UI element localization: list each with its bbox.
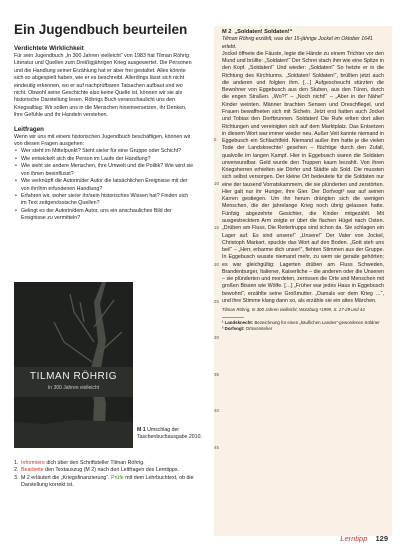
task-item <box>14 475 200 490</box>
line-number: 10 <box>214 181 219 186</box>
line-number: 15 <box>214 225 219 230</box>
task-operator: Informiere <box>21 460 45 466</box>
line-number: 5 <box>214 137 217 142</box>
book-cover-image <box>14 282 133 448</box>
list-item: • Wie entwickelt sich die Person im Laufe der Handlung? <box>21 156 194 163</box>
source-story: Jockel öffnete die Fäuste, legte die Hände zu einem Trichter vor den Mund und brüllte: „Soldaten!“ Der Schrei stach ihm wie eine Spitze in den Kopf. „Soldaten!“ Und wieder: „Soldaten!“ So hetzte er in die Richtung des Kirchturms. „Soldaten! Soldaten!“, brüllten jetzt auch die anderen und folgten ihm. […] Aufgescheucht stürzten die Bewohner von Eggebusch aus den Stuben, aus den Türen, durch die engen Straßen. „Wo?!“ – „Noch nicht!“ – „Aber in der Nähe!“ Kinder weinten. Männer brachten Sensen und Dreschflegel, und Frauen bewaffneten sich mit Sicheln. Jetzt erst hatten auch Jockel und Tobias den Dorfbrunnen. Soldaten! Die Rufe erlten dort allen Richtungen und vereinigten sich auf dem Marktplatz. Das Entsetzen in diesem Wort war immer wieder neu. Außer Veit kannte niemand in Eggebusch ein Schlachtfeld. Niemand außer ihm hatte je die vielen Tode der Landsknechte¹ gesehen – flüchtige durch den Zufall, qualvolle im langen Kampf. Hier in Eggebusch waren die Soldaten unverwundbar. Geld wurde den Truppen kaum bezahlt. Von ihren Kriegsherren erhielten sie Dörfer und Städte als Sold. Die mussten sich selbst versorgen. Der kleine Ort bedeutete für die Soldaten nur eine der tausend Vorratskammern, die sie plünderten und zerstörten. Hier galt nur ihr Hunger, ihre Gier. Der Dorfvogt² war auf seinen Karren gestiegen. Um ihn herum drängten sich die wenigen Menschen, die der jahrelange Krieg noch übrig gelassen hatte. Fünfzig abgezehrte Gesichter, die Kinder mitgezählt. Mit ausgestrecktem Arm zeigte er über die flachen Hügel nach Osten. „Drüben am Fluss. Die Reitertrupps sind schon da. Sie schlagen ein Lager auf. Es sind unsere!“ „Unsere!“ Der Vater von Jockel, Christoph Markart, spuckte das Wort auf den Boden. „Gott steh uns bei!“ – „Herr, erbarme dich unser!“, flehten Stimmen aus der Gruppe. In Eggebusch wusste niemand mehr, zu wem sie gerade gehörten; es war gleichgültig: Lagerten drüben am Fluss Schweden, Brandenburger, Italiener, Kaiserliche – die anderen oder die Unseren – sie plünderten und mordeten, zerrissen die Orte und Menschen mit großen Bissen wie Wölfe. […] „Früher war jedes Haus in Eggebusch bewohnt“, erzählte seine Großmutter. „Damals vor dem Krieg …“, und ihre Stimme klang dann so, als erzähle sie ein altes Märchen. <box>222 50 384 304</box>
footnote: ¹ Landsknecht: Bezeichnung für einen „käuflichen Landes“-gewordenen Söldner <box>222 320 380 326</box>
task-operator: Bearbeite <box>21 467 44 474</box>
task-number: 3. <box>14 474 19 481</box>
section-text: Wenn wir uns mit einem historischen Jugendbuch beschäftigen, können wir von diesen Fragen ausgehen: <box>14 133 191 148</box>
tree-silhouette <box>14 282 133 448</box>
questions-list <box>14 148 194 222</box>
task-item <box>14 467 200 474</box>
caption-text: Umschlag der Taschenbuchausgabe 2010. <box>137 427 202 440</box>
source-citation: Tilman Röhrig, In 300 Jahren vielleicht, Würzburg ⁴1999, S. 27-29 und 43 <box>222 307 365 313</box>
cover-author: TILMAN RÖHRIG <box>29 371 118 382</box>
image-caption <box>137 427 207 440</box>
source-label: M 2 <box>222 29 232 35</box>
line-number: 35 <box>214 372 219 377</box>
task-text: den Textauszug (M 2) nach den Leitfragen des Lerntipps. <box>43 467 180 474</box>
section-heading: Verdichtete Wirklichkeit <box>14 45 84 52</box>
footnote-divider <box>222 317 244 318</box>
task-text: mit dem Lehrbuchtext, ob die Darstellung korrekt ist. <box>21 474 194 488</box>
task-text: dich über den Schriftsteller Tilman Röhrig. <box>44 460 145 466</box>
page-title: Ein Jugendbuch beurteilen <box>14 22 188 37</box>
line-number: 45 <box>214 445 219 450</box>
source-text-area <box>222 29 384 332</box>
footnote: ² Dorfvogt: Ortsvorsteher <box>222 325 273 331</box>
list-item: • Erfahren wir, woher sie/er ihr/sein historisches Wissen hat? Finden sich im Text zeitgenössische Quellen? <box>21 193 194 208</box>
section-text: Für sein Jugendbuch „In 300 Jahren vielleicht“ von 1983 hat Tilman Röhrig Literatur und Quellen zum Dreißigjährigen Krieg ausgewertet. Die Personen und die Handlung seiner Erzählung hat er aber frei gestaltet. Alles könnte sich so abgespielt haben, wie er es beschreibt. Allerdings lässt sich nicht eindeutig erkennen, wo er auf nachprüfbaren Tatsachen aufbaut und wo nicht. Obwohl seine Geschichte also keine Quelle ist, können wir sie als historische Darstellung lesen. Röhrigs Buch veranschaulicht uns den Kriegsalltag: Wir sollen uns in die Menschen hineinversetzen, ihr Denken, ihre Gefühle und ihr Handeln verstehen. <box>14 53 192 119</box>
left-column <box>14 22 194 223</box>
page-number: 129 <box>375 534 388 543</box>
section-heading: Leitfragen <box>14 125 44 133</box>
line-number: 30 <box>214 335 219 340</box>
caption-label: M 1 <box>137 427 146 433</box>
footer-label: Lerntipp <box>340 534 368 543</box>
cover-title: In 300 Jahren vielleicht <box>47 385 100 391</box>
list-item: • Wie verknüpft die Autorin/der Autor die tatsächlichen Ereignisse mit der von ihr/ihm erfundenen Handlung? <box>21 178 194 193</box>
list-item: • Gelingt es der Autorin/dem Autor, uns ein anschauliches Bild der Ereignisse zu vermitteln? <box>21 208 194 223</box>
task-text: M 2 erläutert die „Kriegsfinanzierung“. <box>21 474 112 481</box>
source-heading <box>222 29 384 36</box>
page-footer <box>340 534 388 543</box>
line-number: 25 <box>214 299 219 304</box>
task-number: 2. <box>14 467 19 474</box>
source-intro: Tilman Röhrig erzählt, was der 15-jährige Jockel im Oktober 1641 erlebt. <box>222 36 373 50</box>
task-item <box>14 460 200 467</box>
source-title: „Soldaten! Soldaten!“ <box>234 29 293 35</box>
list-item: • Wie sieht sie andere Menschen, ihre Umwelt und die Politik? Wie wird sie von ihnen beeinflusst? <box>21 163 194 178</box>
task-number: 1. <box>14 460 19 466</box>
tasks-list <box>14 460 200 489</box>
task-operator: Prüfe <box>111 474 124 481</box>
line-number: 20 <box>214 262 219 267</box>
line-number: 40 <box>214 408 219 413</box>
list-item: • Wer steht im Mittelpunkt? Steht sie/er für eine Gruppe oder Schicht? <box>21 148 194 155</box>
